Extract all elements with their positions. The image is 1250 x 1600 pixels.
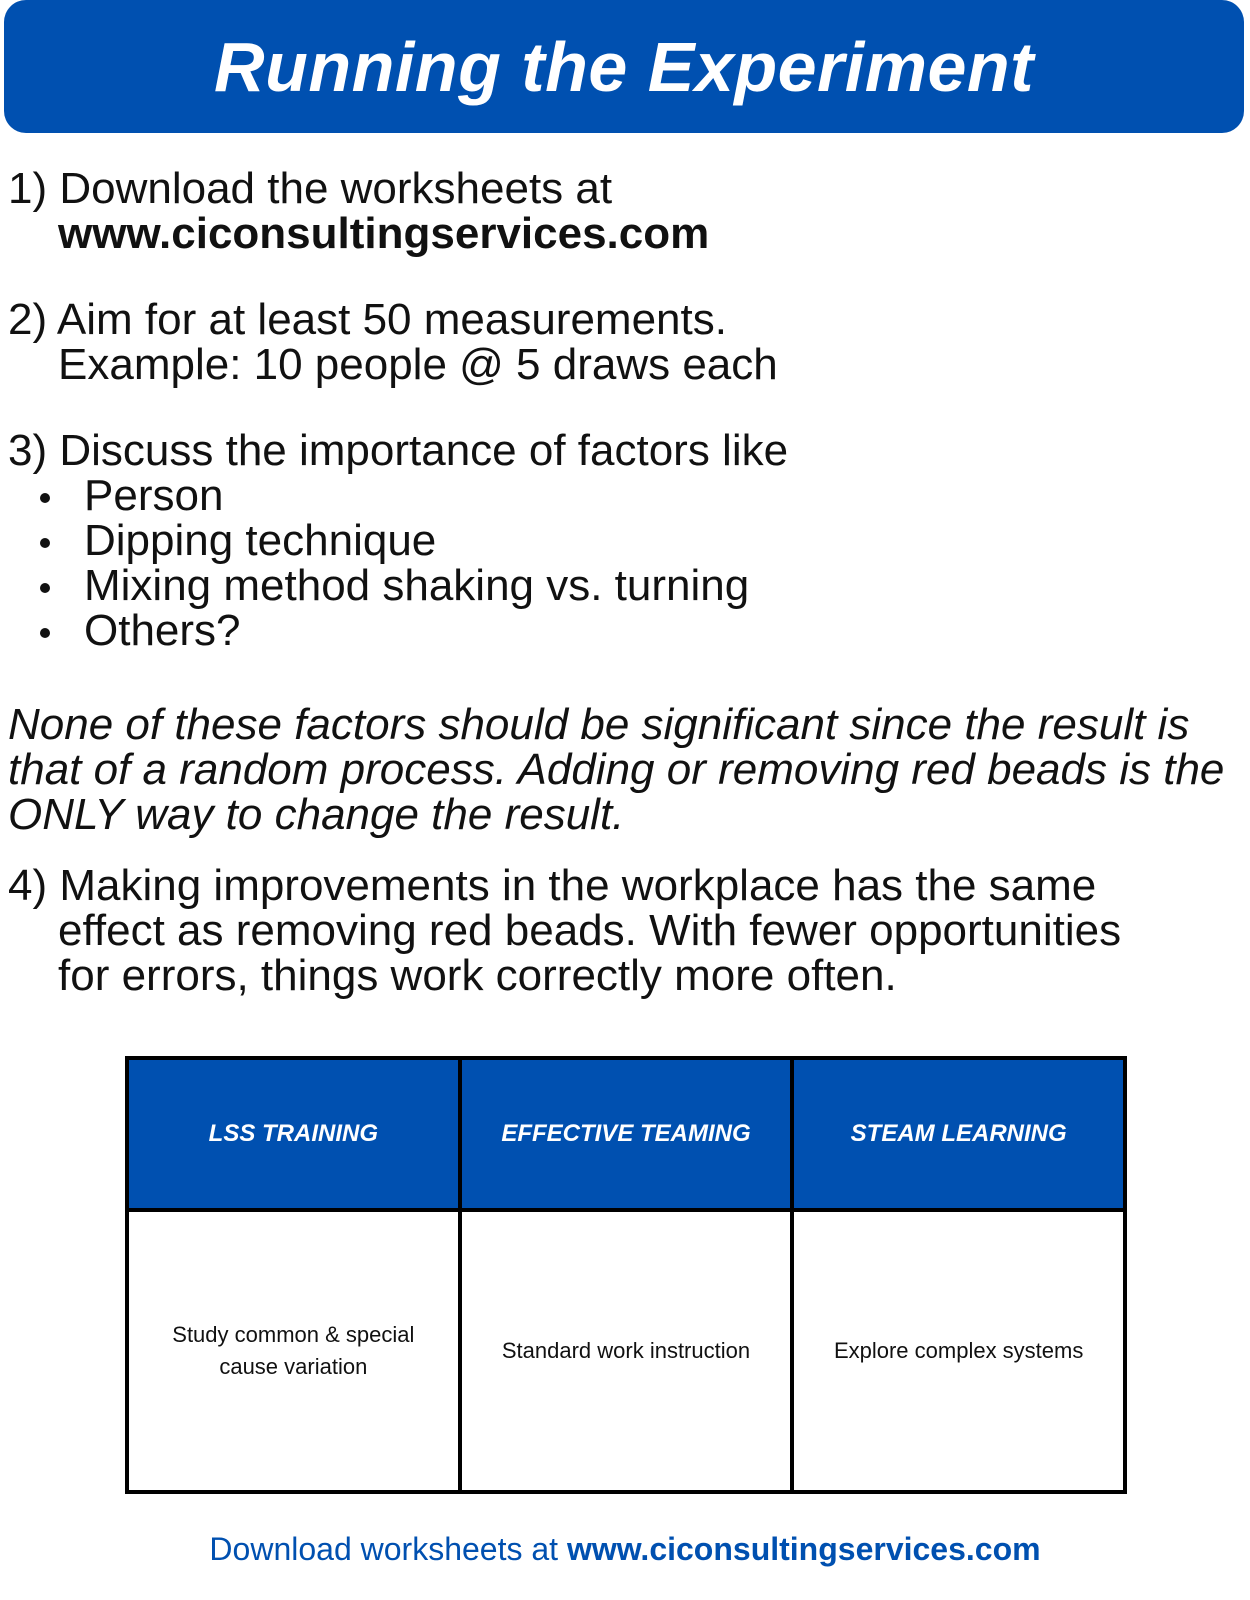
header-steam-learning: STEAM LEARNING <box>792 1058 1125 1210</box>
table-header-row <box>127 1058 1125 1210</box>
cell-lss-training: Study common & special cause variation <box>127 1210 460 1492</box>
header-lss-training: LSS TRAINING <box>127 1058 460 1210</box>
factor-list-item: Person <box>8 473 788 518</box>
program-table <box>125 1056 1127 1494</box>
step-3 <box>8 428 788 653</box>
title-banner <box>4 0 1244 133</box>
step-2-example: Example: 10 people @ 5 draws each <box>58 340 778 389</box>
step-4 <box>8 863 1121 998</box>
page-title: Running the Experiment <box>214 27 1034 106</box>
table-row <box>127 1210 1125 1492</box>
footer-text: Download worksheets at <box>209 1531 559 1567</box>
factor-list-item: Dipping technique <box>8 518 788 563</box>
factor-list-item: Others? <box>8 608 788 653</box>
step-1-link[interactable]: www.ciconsultingservices.com <box>58 209 710 258</box>
step-4-text-line-2: effect as removing red beads. With fewer opportunities <box>58 906 1122 955</box>
random-process-note: None of these factors should be significant since the result is that of a random process. Adding or removing red beads is the ONLY way to change the result. <box>8 700 1225 839</box>
footer <box>0 1531 1250 1568</box>
step-1 <box>8 166 709 256</box>
factor-list-item: Mixing method shaking vs. turning <box>8 563 788 608</box>
factor-list <box>8 473 788 653</box>
cell-steam-learning: Explore complex systems <box>792 1210 1125 1492</box>
step-2 <box>8 297 778 387</box>
step-1-text: 1) Download the worksheets at <box>8 164 613 213</box>
step-2-text: 2) Aim for at least 50 measurements. <box>8 295 727 344</box>
cell-effective-teaming: Standard work instruction <box>460 1210 793 1492</box>
header-effective-teaming: EFFECTIVE TEAMING <box>460 1058 793 1210</box>
step-3-text: 3) Discuss the importance of factors like <box>8 426 789 475</box>
step-4-text-line-3: for errors, things work correctly more often. <box>58 951 897 1000</box>
step-4-text-line-1: 4) Making improvements in the workplace has the same <box>8 861 1097 910</box>
footer-link[interactable]: www.ciconsultingservices.com <box>566 1531 1041 1567</box>
